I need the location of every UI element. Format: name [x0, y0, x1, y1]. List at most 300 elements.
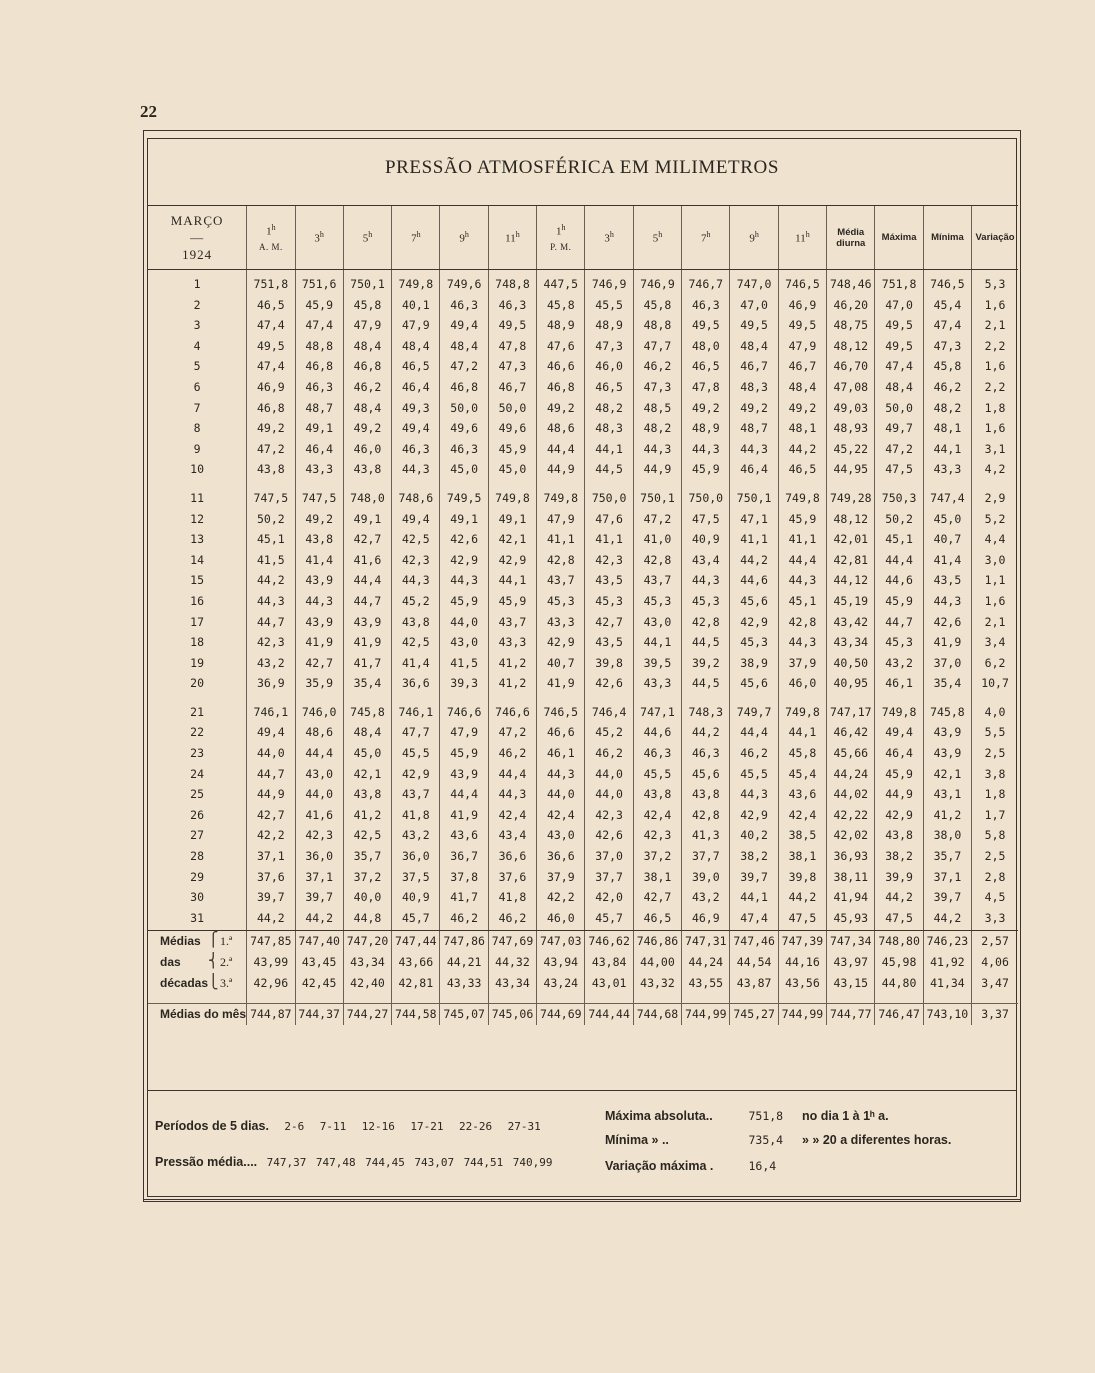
- value-cell: 44,5: [585, 459, 633, 480]
- value-cell: 748,3: [682, 702, 730, 723]
- value-cell: 50,2: [247, 509, 295, 530]
- value-cell: 44,00: [633, 952, 681, 973]
- value-cell: 46,70: [827, 356, 875, 377]
- value-cell: 39,7: [730, 867, 778, 888]
- value-cell: 44,3: [682, 570, 730, 591]
- value-cell: 46,3: [682, 295, 730, 316]
- col-minima: Mínima: [923, 206, 971, 270]
- value-cell: 43,9: [343, 612, 391, 633]
- value-cell: 38,9: [730, 653, 778, 674]
- value-cell: 44,0: [295, 784, 343, 805]
- value-cell: 47,3: [923, 336, 971, 357]
- value-cell: 748,0: [343, 488, 391, 509]
- value-cell: 743,10: [923, 1004, 971, 1025]
- pressure-item: 743,07: [414, 1156, 455, 1169]
- value-cell: 42,2: [537, 887, 585, 908]
- table-row: [148, 825, 1018, 846]
- value-cell: 745,8: [343, 702, 391, 723]
- value-cell: 44,4: [537, 439, 585, 460]
- value-cell: 39,2: [682, 653, 730, 674]
- value-cell: 4,4: [972, 529, 1018, 550]
- value-cell: 751,6: [295, 270, 343, 295]
- value-cell: 47,2: [247, 439, 295, 460]
- value-cell: 2,1: [972, 315, 1018, 336]
- value-cell: 46,8: [440, 377, 488, 398]
- value-cell: 41,8: [488, 887, 536, 908]
- value-cell: 750,0: [585, 488, 633, 509]
- value-cell: 41,92: [923, 952, 971, 973]
- value-cell: 747,39: [778, 931, 826, 952]
- value-cell: 36,7: [440, 846, 488, 867]
- value-cell: 48,4: [343, 336, 391, 357]
- value-cell: 46,3: [633, 743, 681, 764]
- value-cell: 744,77: [827, 1004, 875, 1025]
- value-cell: 44,4: [295, 743, 343, 764]
- value-cell: 45,9: [488, 439, 536, 460]
- value-cell: 49,03: [827, 398, 875, 419]
- value-cell: 45,2: [585, 722, 633, 743]
- value-cell: 48,5: [633, 398, 681, 419]
- value-cell: 44,1: [633, 632, 681, 653]
- value-cell: 43,6: [440, 825, 488, 846]
- value-cell: 44,0: [247, 743, 295, 764]
- value-cell: 43,8: [682, 784, 730, 805]
- decade-means-row: [148, 973, 1018, 994]
- value-cell: 749,8: [488, 488, 536, 509]
- day-cell: 17: [190, 614, 205, 629]
- value-cell: 46,4: [730, 459, 778, 480]
- value-cell: 43,87: [730, 973, 778, 994]
- value-cell: 746,86: [633, 931, 681, 952]
- value-cell: 44,1: [778, 722, 826, 743]
- value-cell: 746,9: [585, 270, 633, 295]
- value-cell: 46,5: [682, 356, 730, 377]
- value-cell: 2,9: [972, 488, 1018, 509]
- day-cell: 26: [190, 807, 205, 822]
- value-cell: 44,3: [392, 570, 440, 591]
- value-cell: 43,34: [488, 973, 536, 994]
- col-3pm: 3$^h$: [585, 206, 633, 270]
- value-cell: 748,6: [392, 488, 440, 509]
- value-cell: 751,8: [247, 270, 295, 295]
- value-cell: 45,8: [537, 295, 585, 316]
- value-cell: 37,9: [537, 867, 585, 888]
- value-cell: 747,5: [295, 488, 343, 509]
- value-cell: 43,24: [537, 973, 585, 994]
- value-cell: 46,2: [440, 908, 488, 929]
- value-cell: 43,3: [488, 632, 536, 653]
- value-cell: 43,9: [295, 612, 343, 633]
- value-cell: 47,2: [440, 356, 488, 377]
- value-cell: 49,2: [537, 398, 585, 419]
- value-cell: 44,2: [295, 908, 343, 929]
- value-cell: 46,2: [585, 743, 633, 764]
- value-cell: 38,2: [730, 846, 778, 867]
- value-cell: 1,7: [972, 805, 1018, 826]
- decade-means-rows: [148, 931, 1018, 993]
- value-cell: 747,31: [682, 931, 730, 952]
- value-cell: 43,8: [295, 529, 343, 550]
- col-variacao: Variação: [972, 206, 1018, 270]
- table-row: [148, 315, 1018, 336]
- value-cell: 47,0: [730, 295, 778, 316]
- value-cell: 46,9: [247, 377, 295, 398]
- value-cell: 40,7: [537, 653, 585, 674]
- value-cell: 750,1: [730, 488, 778, 509]
- value-cell: 46,3: [682, 743, 730, 764]
- value-cell: 3,1: [972, 439, 1018, 460]
- value-cell: 745,27: [730, 1004, 778, 1025]
- value-cell: 744,27: [343, 1004, 391, 1025]
- value-cell: 42,4: [778, 805, 826, 826]
- value-cell: 36,9: [247, 673, 295, 694]
- value-cell: 748,80: [875, 931, 923, 952]
- value-cell: 41,4: [295, 550, 343, 571]
- value-cell: 45,0: [923, 509, 971, 530]
- value-cell: 47,4: [730, 908, 778, 929]
- value-cell: 3,47: [972, 973, 1018, 994]
- value-cell: 42,5: [392, 529, 440, 550]
- value-cell: 47,7: [392, 722, 440, 743]
- value-cell: 1,8: [972, 398, 1018, 419]
- value-cell: 43,84: [585, 952, 633, 973]
- value-cell: 45,3: [730, 632, 778, 653]
- value-cell: 48,9: [537, 315, 585, 336]
- period-item: 22-26: [458, 1120, 493, 1133]
- value-cell: 46,6: [537, 356, 585, 377]
- value-cell: 49,6: [488, 418, 536, 439]
- value-cell: 37,2: [343, 867, 391, 888]
- value-cell: 747,5: [247, 488, 295, 509]
- value-cell: 44,3: [923, 591, 971, 612]
- value-cell: 5,5: [972, 722, 1018, 743]
- value-cell: 49,2: [343, 418, 391, 439]
- value-cell: 45,5: [585, 295, 633, 316]
- value-cell: 749,8: [392, 270, 440, 295]
- value-cell: 42,8: [778, 612, 826, 633]
- value-cell: 44,0: [440, 612, 488, 633]
- max-variation-value: 16,4: [748, 1159, 777, 1173]
- value-cell: 44,2: [730, 550, 778, 571]
- bottom-rule: [143, 1199, 1021, 1202]
- value-cell: 41,6: [295, 805, 343, 826]
- value-cell: 5,8: [972, 825, 1018, 846]
- value-cell: 46,9: [778, 295, 826, 316]
- brace-glyph: ⎨: [208, 954, 219, 969]
- day-cell: 2: [193, 297, 201, 312]
- brace-glyph: ⎩: [208, 974, 219, 990]
- value-cell: 43,3: [537, 612, 585, 633]
- value-cell: 35,4: [343, 673, 391, 694]
- value-cell: 46,1: [875, 673, 923, 694]
- value-cell: 746,23: [923, 931, 971, 952]
- value-cell: 42,9: [488, 550, 536, 571]
- value-cell: 42,7: [343, 529, 391, 550]
- value-cell: 46,0: [343, 439, 391, 460]
- table-row: [148, 653, 1018, 674]
- value-cell: 44,9: [537, 459, 585, 480]
- value-cell: 48,12: [827, 509, 875, 530]
- value-cell: 46,7: [778, 356, 826, 377]
- col-9am: 9$^h$: [440, 206, 488, 270]
- value-cell: 45,4: [778, 764, 826, 785]
- value-cell: 37,9: [778, 653, 826, 674]
- value-cell: 45,8: [778, 743, 826, 764]
- day-cell: 5: [193, 359, 201, 374]
- value-cell: 40,7: [923, 529, 971, 550]
- value-cell: 45,9: [875, 764, 923, 785]
- value-cell: 746,0: [295, 702, 343, 723]
- value-cell: 42,3: [585, 550, 633, 571]
- absolute-min-line: [605, 1133, 951, 1147]
- pressure-mean-line: [155, 1155, 553, 1169]
- value-cell: 40,95: [827, 673, 875, 694]
- decade-means-label: [148, 973, 247, 994]
- value-cell: 38,2: [875, 846, 923, 867]
- absolute-max-value: 751,8: [748, 1109, 784, 1123]
- value-cell: 49,3: [392, 398, 440, 419]
- value-cell: 47,9: [343, 315, 391, 336]
- value-cell: 43,33: [440, 973, 488, 994]
- value-cell: 48,75: [827, 315, 875, 336]
- month-means-row: [148, 1004, 1018, 1025]
- value-cell: 47,4: [923, 315, 971, 336]
- value-cell: 37,8: [440, 867, 488, 888]
- value-cell: 750,3: [875, 488, 923, 509]
- value-cell: 43,94: [537, 952, 585, 973]
- value-cell: 45,9: [778, 509, 826, 530]
- value-cell: 41,1: [778, 529, 826, 550]
- value-cell: 46,4: [392, 377, 440, 398]
- value-cell: 747,46: [730, 931, 778, 952]
- value-cell: 41,1: [585, 529, 633, 550]
- value-cell: 42,3: [247, 632, 295, 653]
- value-cell: 43,3: [633, 673, 681, 694]
- day-cell: 22: [190, 725, 205, 740]
- value-cell: 37,1: [247, 846, 295, 867]
- value-cell: 45,3: [875, 632, 923, 653]
- col-7am: 7$^h$: [392, 206, 440, 270]
- value-cell: 45,22: [827, 439, 875, 460]
- value-cell: 41,8: [392, 805, 440, 826]
- decade-means-label: [148, 931, 247, 952]
- table-title: PRESSÃO ATMOSFÉRICA EM MILIMETROS: [384, 157, 780, 178]
- value-cell: 48,4: [392, 336, 440, 357]
- value-cell: 42,4: [633, 805, 681, 826]
- value-cell: 47,5: [875, 908, 923, 929]
- value-cell: 747,34: [827, 931, 875, 952]
- value-cell: 47,1: [730, 509, 778, 530]
- value-cell: 41,9: [343, 632, 391, 653]
- value-cell: 41,4: [392, 653, 440, 674]
- value-cell: 44,6: [633, 722, 681, 743]
- value-cell: 47,7: [633, 336, 681, 357]
- value-cell: 37,2: [633, 846, 681, 867]
- value-cell: 41,2: [488, 673, 536, 694]
- value-cell: 46,3: [295, 377, 343, 398]
- value-cell: 42,9: [440, 550, 488, 571]
- value-cell: 747,4: [923, 488, 971, 509]
- value-cell: 44,3: [247, 591, 295, 612]
- value-cell: 45,1: [778, 591, 826, 612]
- value-cell: 49,1: [488, 509, 536, 530]
- value-cell: 5,2: [972, 509, 1018, 530]
- col-5pm: 5$^h$: [633, 206, 681, 270]
- value-cell: 49,2: [295, 509, 343, 530]
- day-cell: 18: [190, 635, 205, 650]
- col-7pm: 7$^h$: [682, 206, 730, 270]
- decade-gap: [148, 480, 1018, 488]
- value-cell: 43,66: [392, 952, 440, 973]
- value-cell: 42,6: [923, 612, 971, 633]
- value-cell: 44,2: [247, 908, 295, 929]
- value-cell: 39,7: [923, 887, 971, 908]
- value-cell: 43,5: [585, 570, 633, 591]
- value-cell: 40,50: [827, 653, 875, 674]
- value-cell: 46,3: [440, 295, 488, 316]
- value-cell: 2,2: [972, 336, 1018, 357]
- value-cell: 41,9: [923, 632, 971, 653]
- value-cell: 40,1: [392, 295, 440, 316]
- value-cell: 36,6: [537, 846, 585, 867]
- value-cell: 44,4: [488, 764, 536, 785]
- value-cell: 48,6: [537, 418, 585, 439]
- table-row: [148, 418, 1018, 439]
- value-cell: 44,9: [247, 784, 295, 805]
- value-cell: 4,0: [972, 702, 1018, 723]
- value-cell: 747,20: [343, 931, 391, 952]
- value-cell: 35,4: [923, 673, 971, 694]
- value-cell: 47,4: [247, 315, 295, 336]
- value-cell: 43,8: [392, 612, 440, 633]
- value-cell: 37,5: [392, 867, 440, 888]
- table-row: [148, 784, 1018, 805]
- value-cell: 44,1: [585, 439, 633, 460]
- value-cell: 46,5: [633, 908, 681, 929]
- value-cell: 35,7: [343, 846, 391, 867]
- value-cell: 49,2: [778, 398, 826, 419]
- value-cell: 744,37: [295, 1004, 343, 1025]
- value-cell: 45,8: [923, 356, 971, 377]
- col-1am: 1$^h$ A. M.: [247, 206, 295, 270]
- value-cell: 48,2: [633, 418, 681, 439]
- value-cell: 43,34: [343, 952, 391, 973]
- value-cell: 2,2: [972, 377, 1018, 398]
- page-number: 22: [140, 102, 157, 121]
- brace-glyph: ⎧: [208, 933, 219, 949]
- value-cell: 44,3: [682, 439, 730, 460]
- table-row: [148, 570, 1018, 591]
- value-cell: 744,68: [633, 1004, 681, 1025]
- value-cell: 3,0: [972, 550, 1018, 571]
- value-cell: 46,2: [488, 908, 536, 929]
- value-cell: 43,34: [827, 632, 875, 653]
- value-cell: 2,5: [972, 846, 1018, 867]
- col-maxima: Máxima: [875, 206, 923, 270]
- value-cell: 746,1: [392, 702, 440, 723]
- value-cell: 45,19: [827, 591, 875, 612]
- value-cell: 40,2: [730, 825, 778, 846]
- col-1pm: 1$^h$ P. M.: [537, 206, 585, 270]
- table-row: [148, 702, 1018, 723]
- day-cell: 24: [190, 766, 205, 781]
- value-cell: 45,3: [682, 591, 730, 612]
- value-cell: 45,5: [392, 743, 440, 764]
- value-cell: 47,9: [392, 315, 440, 336]
- value-cell: 45,4: [923, 295, 971, 316]
- max-variation-label: Variação máxima .: [605, 1159, 714, 1173]
- value-cell: 43,9: [440, 764, 488, 785]
- value-cell: 749,8: [778, 488, 826, 509]
- value-cell: 42,8: [682, 805, 730, 826]
- table-row: [148, 356, 1018, 377]
- value-cell: 45,98: [875, 952, 923, 973]
- value-cell: 42,5: [343, 825, 391, 846]
- table-row: [148, 591, 1018, 612]
- value-cell: 48,2: [923, 398, 971, 419]
- value-cell: 39,5: [633, 653, 681, 674]
- value-cell: 46,2: [633, 356, 681, 377]
- table-row: [148, 336, 1018, 357]
- value-cell: 45,9: [488, 591, 536, 612]
- value-cell: 41,2: [923, 805, 971, 826]
- value-cell: 46,3: [488, 295, 536, 316]
- value-cell: 43,2: [392, 825, 440, 846]
- value-cell: 49,5: [875, 336, 923, 357]
- value-cell: 2,1: [972, 612, 1018, 633]
- value-cell: 43,9: [923, 722, 971, 743]
- value-cell: 749,8: [778, 702, 826, 723]
- value-cell: 749,28: [827, 488, 875, 509]
- value-cell: 47,4: [295, 315, 343, 336]
- value-cell: 38,5: [778, 825, 826, 846]
- month-header: MARÇO — 1924: [148, 206, 247, 270]
- value-cell: 46,0: [537, 908, 585, 929]
- value-cell: 48,4: [440, 336, 488, 357]
- value-cell: 49,6: [440, 418, 488, 439]
- value-cell: 49,5: [875, 315, 923, 336]
- value-cell: 44,2: [923, 908, 971, 929]
- value-cell: 43,1: [923, 784, 971, 805]
- value-cell: 43,7: [488, 612, 536, 633]
- value-cell: 36,6: [392, 673, 440, 694]
- value-cell: 47,9: [440, 722, 488, 743]
- value-cell: 42,1: [343, 764, 391, 785]
- value-cell: 42,3: [585, 805, 633, 826]
- value-cell: 42,9: [875, 805, 923, 826]
- value-cell: 5,3: [972, 270, 1018, 295]
- value-cell: 46,4: [295, 439, 343, 460]
- value-cell: 746,6: [488, 702, 536, 723]
- value-cell: 44,3: [778, 632, 826, 653]
- value-cell: 41,2: [488, 653, 536, 674]
- value-cell: 44,21: [440, 952, 488, 973]
- value-cell: 44,3: [730, 784, 778, 805]
- value-cell: 42,3: [392, 550, 440, 571]
- table-row: [148, 867, 1018, 888]
- value-cell: 45,9: [875, 591, 923, 612]
- value-cell: 44,32: [488, 952, 536, 973]
- value-cell: 744,99: [682, 1004, 730, 1025]
- value-cell: 42,3: [295, 825, 343, 846]
- value-cell: 36,0: [295, 846, 343, 867]
- pressure-table: [148, 205, 1018, 1025]
- pressure-item: 744,45: [365, 1156, 405, 1169]
- periods-label: Períodos de 5 dias.: [155, 1119, 269, 1133]
- value-cell: 4,2: [972, 459, 1018, 480]
- table-row: [148, 722, 1018, 743]
- value-cell: 43,8: [633, 784, 681, 805]
